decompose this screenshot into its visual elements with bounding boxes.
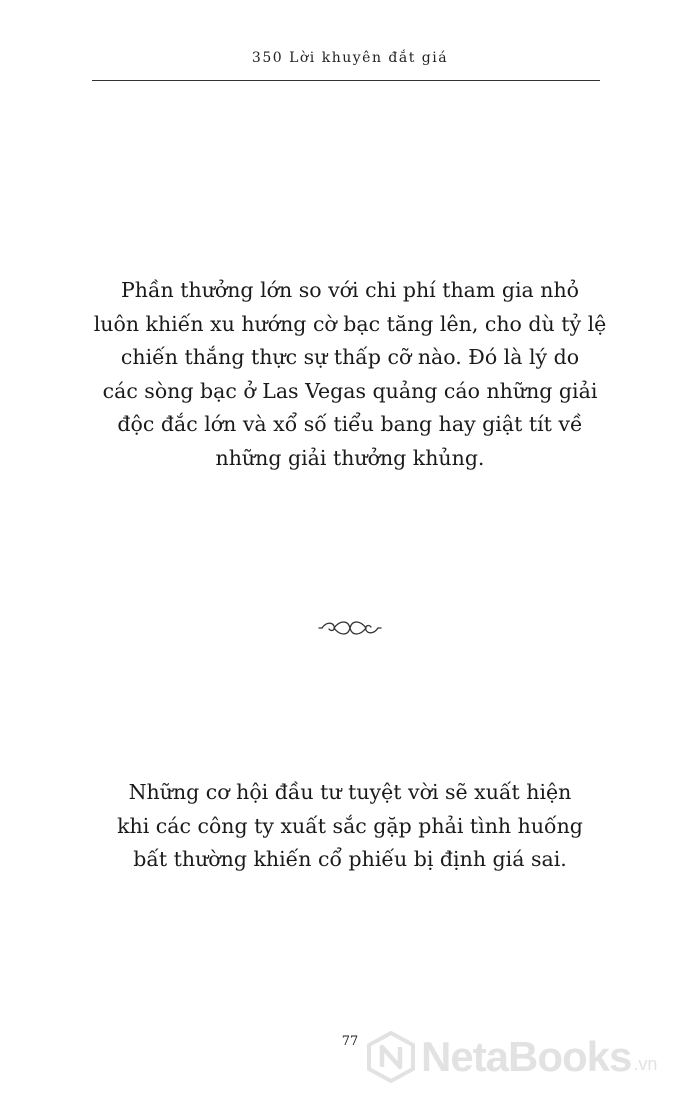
quote-line: các sòng bạc ở Las Vegas quảng cáo những giải [102, 378, 598, 403]
quote-line: Những cơ hội đầu tư tuyệt vời sẽ xuất hiện [128, 780, 572, 804]
netabooks-logo-icon [365, 1031, 417, 1083]
quote-line: Phần thưởng lớn so với chi phí tham gia nhỏ [120, 278, 580, 302]
quote-line: khi các công ty xuất sắc gặp phải tình huống [117, 813, 583, 838]
quote-block-2 [0, 776, 700, 877]
quote-line: bất thường khiến cổ phiếu bị định giá sai. [133, 847, 567, 871]
quote-line: những giải thưởng khủng. [215, 445, 485, 470]
watermark-tld: .vn [633, 1054, 658, 1074]
flourish-divider-icon [318, 616, 382, 640]
quote-line: luôn khiến xu hướng cờ bạc tăng lên, cho dù tỷ lệ [93, 311, 607, 336]
header-rule [92, 80, 600, 81]
watermark-brand: NetaBooks [421, 1033, 632, 1080]
watermark [365, 1027, 695, 1087]
quote-line: chiến thắng thực sự thấp cỡ nào. Đó là lý do [120, 345, 580, 369]
running-head-title: 350 Lời khuyên đắt giá [251, 50, 449, 66]
quote-block-1 [0, 274, 700, 475]
page-number: 77 [341, 1034, 359, 1049]
quote-line: độc đắc lớn và xổ số tiểu bang hay giật tít về [117, 412, 583, 436]
